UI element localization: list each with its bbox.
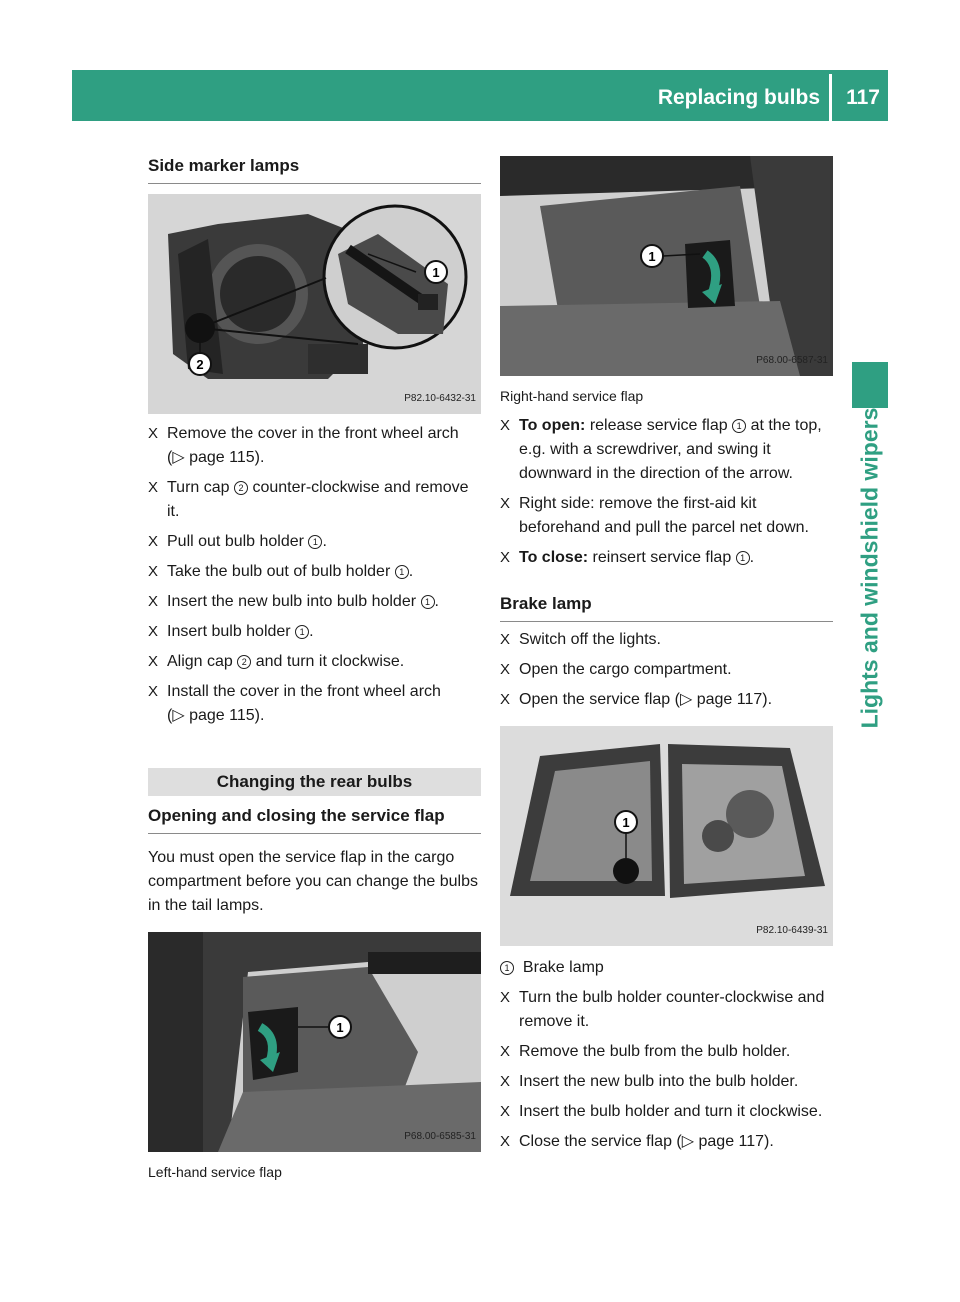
figure-caption: Right-hand service flap [500, 388, 644, 404]
step: X Insert the bulb holder and turn it clockwise. [500, 1103, 823, 1120]
figure-code: P68.00-6587-31 [756, 355, 828, 366]
step: X Close the service flap (▷ page 117). [500, 1133, 774, 1150]
headlamp-illustration [148, 194, 481, 414]
step: X Open the service flap (▷ page 117). [500, 691, 773, 708]
figure-code: P68.00-6585-31 [404, 1131, 476, 1142]
step: X To open: release service flap 1 at the top, e.g. with a screwdriver, and swing it downward in the direction of the arrow. [500, 417, 822, 482]
service-flap-steps [500, 414, 833, 570]
step: X Open the cargo compartment. [500, 661, 732, 678]
callout-2-ref: 2 [237, 655, 251, 669]
step: X Insert the new bulb into bulb holder 1 . [148, 593, 439, 610]
page-ref-icon: ▷ [172, 707, 185, 724]
step: X Switch off the lights. [500, 631, 661, 648]
figure-brake-lamp [500, 726, 833, 946]
callout-1-ref: 1 [308, 535, 322, 549]
figure-left-service-flap [148, 932, 481, 1152]
brake-lamp-steps [500, 986, 833, 1154]
step: X Insert the new bulb into the bulb holder. [500, 1073, 799, 1090]
right-column [500, 150, 833, 1154]
step: X Right side: remove the first-aid kit beforehand and pull the parcel net down. [500, 495, 809, 536]
heading-brake-lamp: Brake lamp [500, 592, 833, 622]
step: X Align cap 2 and turn it clockwise. [148, 653, 405, 670]
page-number: 117 [846, 86, 880, 109]
header-bar [72, 70, 888, 121]
step: X Remove the bulb from the bulb holder. [500, 1043, 791, 1060]
side-marker-steps [148, 422, 481, 728]
left-column [148, 150, 481, 1184]
step: X Insert bulb holder 1 . [148, 623, 314, 640]
step: X Remove the cover in the front wheel arch (▷ page 115). [148, 425, 459, 466]
intro-paragraph: You must open the service flap in the cargo compartment before you can change the bulbs in the tail lamps. [148, 849, 478, 914]
step: X Turn cap 2 counter-clockwise and remove it. [148, 479, 469, 520]
step: X Turn the bulb holder counter-clockwise and remove it. [500, 989, 825, 1030]
page-ref-icon: ▷ [679, 691, 693, 708]
callout-2-label: 2 [196, 357, 204, 372]
callout-1-label: 1 [622, 815, 630, 830]
header-divider [829, 74, 832, 121]
heading-service-flap: Opening and closing the service flap [148, 804, 481, 834]
subsection-heading-rear-bulbs: Changing the rear bulbs [148, 768, 481, 796]
figure-legend: 1 Brake lamp [500, 956, 833, 980]
page-ref-icon: ▷ [172, 449, 185, 466]
callout-1-ref: 1 [732, 419, 746, 433]
page-ref-icon: ▷ [681, 1133, 695, 1150]
figure-right-service-flap [500, 156, 833, 376]
callout-1-ref: 1 [295, 625, 309, 639]
figure-caption: Left-hand service flap [148, 1164, 282, 1180]
brake-lamp-prep-steps [500, 628, 833, 712]
figure-side-marker-lamp [148, 194, 481, 414]
chapter-tab-label: Lights and windshield wipers [856, 407, 883, 729]
step: X Take the bulb out of bulb holder 1 . [148, 563, 414, 580]
cargo-left-illustration [148, 932, 481, 1152]
callout-1-label: 1 [336, 1020, 344, 1035]
callout-1-label: 1 [432, 265, 440, 280]
callout-1-label: 1 [648, 249, 656, 264]
section-title: Replacing bulbs [657, 86, 820, 109]
callout-1-ref: 1 [736, 551, 750, 565]
step: X To close: reinsert service flap 1 . [500, 549, 755, 566]
tail-lamp-illustration [500, 726, 833, 946]
callout-1-ref: 1 [395, 565, 409, 579]
step: X Install the cover in the front wheel arch (▷ page 115). [148, 683, 441, 724]
figure-code: P82.10-6439-31 [756, 925, 828, 936]
section-heading-side-marker-lamps: Side marker lamps [148, 154, 481, 184]
step: X Pull out bulb holder 1 . [148, 533, 327, 550]
cargo-right-illustration [500, 156, 833, 376]
callout-2-ref: 2 [234, 481, 248, 495]
callout-1-ref: 1 [421, 595, 435, 609]
callout-1-ref: 1 [500, 961, 514, 975]
figure-code: P82.10-6432-31 [404, 393, 476, 404]
